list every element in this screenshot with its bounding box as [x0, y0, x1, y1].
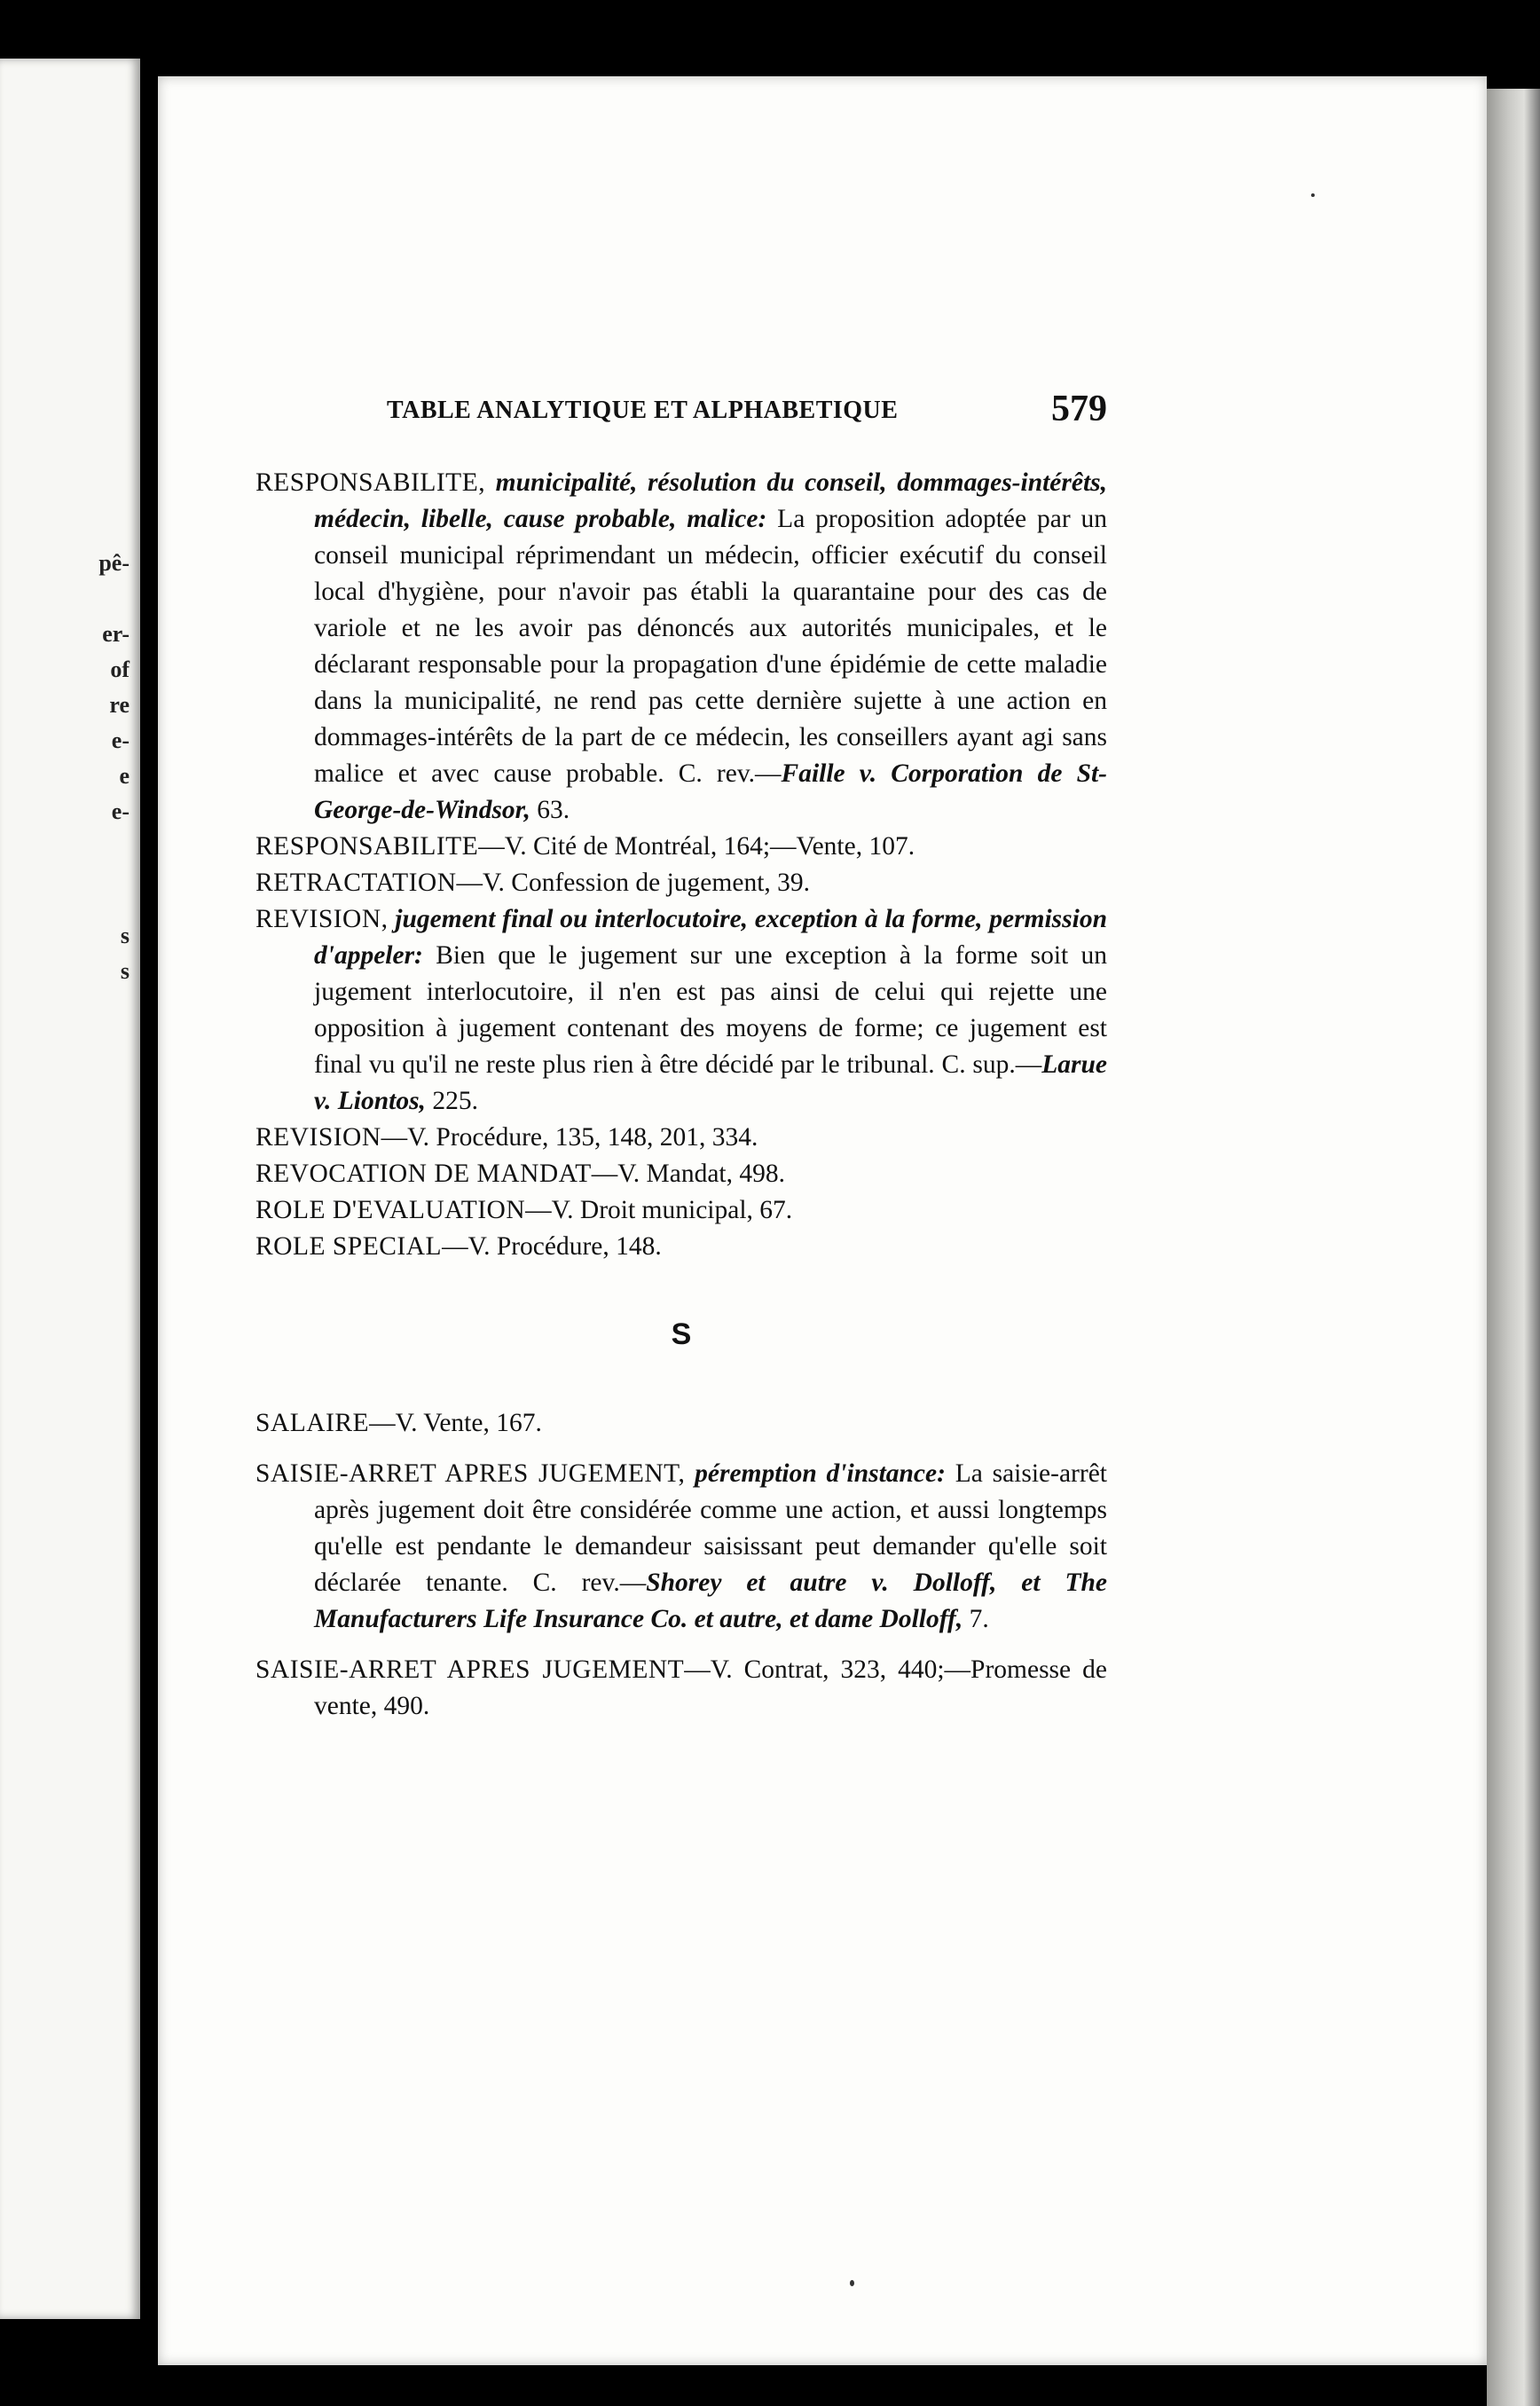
index-entry	[255, 1120, 1107, 1156]
court-abbrev: C. sup.—	[941, 1050, 1042, 1079]
facing-page-fragment: pê-	[98, 550, 130, 576]
facing-page-fragment: er-	[102, 621, 130, 647]
entry-headword: ROLE D'EVALUATION	[255, 1196, 526, 1224]
page-reference: 7.	[969, 1605, 989, 1633]
index-entry	[255, 829, 1107, 865]
case-name: Faille v. Corporation de St-George-de-Windsor,	[314, 759, 1108, 824]
cross-reference: —V. Mandat, 498.	[591, 1160, 785, 1188]
cross-reference: —V. Procédure, 148.	[442, 1232, 662, 1261]
page-header	[387, 388, 1107, 432]
facing-page-fragment: s	[120, 923, 130, 948]
case-name: Larue v. Liontos,	[314, 1050, 1108, 1115]
index-body	[255, 465, 1107, 1725]
entry-keywords: municipalité, résolution du conseil, dommages-intérêts, médecin, libelle, cause probable, malice:	[314, 468, 1108, 533]
index-entry	[255, 865, 1107, 901]
page-reference: 63.	[537, 796, 570, 824]
page-reference: 225.	[432, 1087, 478, 1115]
entry-summary: Bien que le jugement sur une exception à la forme soit un jugement interlocutoire, il n'en est pas ainsi de celui qui rejette une opposition à jugement contenant des moyens de forme; ce jugement est final vu qu'il ne reste plus rien à être décidé par le tribunal.	[314, 941, 1108, 1079]
running-title: TABLE ANALYTIQUE ET ALPHABETIQUE	[387, 397, 899, 424]
cross-reference: —V. Droit municipal, 67.	[525, 1196, 793, 1224]
entry-headword: ROLE SPECIAL	[255, 1232, 443, 1261]
section-letter-heading: S	[671, 1317, 692, 1351]
court-abbrev: C. rev.—	[678, 759, 782, 788]
entry-headword: SAISIE-ARRET APRES JUGEMENT	[255, 1655, 685, 1684]
entry-headword: REVOCATION DE MANDAT	[255, 1160, 592, 1188]
facing-page-fragment: e-	[111, 727, 130, 753]
index-entry	[255, 1456, 1107, 1638]
index-entry	[255, 1229, 1107, 1265]
entry-headword: SAISIE-ARRET APRES JUGEMENT,	[255, 1459, 686, 1488]
cross-reference: —V. Confession de jugement, 39.	[456, 869, 811, 897]
paper-speck	[1311, 193, 1315, 197]
entry-keywords: péremption d'instance:	[695, 1459, 946, 1488]
entry-summary: La saisie-arrêt après jugement doit être considérée comme une action, et aussi longtemps qu'elle est pendante le demandeur saisissant peut demander qu'elle soit déclarée tenante.	[314, 1459, 1107, 1597]
paper-speck	[850, 2280, 854, 2286]
entry-headword: RESPONSABILITE,	[255, 468, 486, 497]
page-stack-edge	[1487, 89, 1540, 2406]
index-entry	[255, 465, 1107, 829]
case-name: Shorey et autre v. Dolloff, et The Manufacturers Life Insurance Co. et autre, et dame Dolloff,	[314, 1569, 1107, 1633]
index-entry	[255, 1652, 1107, 1725]
entry-summary: La proposition adoptée par un conseil municipal réprimendant un médecin, officier exécutif du conseil local d'hygiène, pour n'avoir pas établi la quarantaine pour des cas de variole et ne les avoir pas dénoncés aux autorités municipales, et le déclarant responsable pour la propagation d'une épidémie de cette maladie dans la municipalité, ne rend pas cette dernière sujette à une action en dommages-intérêts de la part de ce médecin, les conseillers ayant agi sans malice et avec cause probable.	[314, 505, 1108, 788]
facing-page-fragment: re	[109, 692, 130, 718]
court-abbrev: C. rev.—	[532, 1569, 647, 1597]
facing-page-fragment: of	[110, 657, 130, 682]
entry-keywords: jugement final ou interlocutoire, exception à la forme, permission d'appeler:	[314, 905, 1107, 970]
entry-headword: REVISION,	[255, 905, 389, 933]
facing-page-fragment: s	[120, 958, 130, 984]
facing-page-fragment: e	[119, 763, 130, 789]
facing-page-fragment: e-	[111, 798, 130, 824]
index-entry	[255, 901, 1107, 1120]
page-number: 579	[1051, 389, 1107, 429]
facing-page-edge	[0, 59, 140, 2319]
entry-headword: RETRACTATION	[255, 869, 457, 897]
cross-reference: —V. Cité de Montréal, 164;—Vente, 107.	[478, 832, 915, 861]
cross-reference: —V. Procédure, 135, 148, 201, 334.	[381, 1123, 758, 1152]
index-entry	[255, 1405, 1107, 1442]
entry-headword: RESPONSABILITE	[255, 832, 479, 861]
entry-headword: REVISION	[255, 1123, 381, 1152]
cross-reference: —V. Vente, 167.	[369, 1409, 542, 1437]
cross-reference: —V. Contrat, 323, 440;—Promesse de vente, 490.	[314, 1655, 1107, 1720]
index-entry	[255, 1156, 1107, 1192]
index-entry	[255, 1192, 1107, 1229]
entry-headword: SALAIRE	[255, 1409, 370, 1437]
